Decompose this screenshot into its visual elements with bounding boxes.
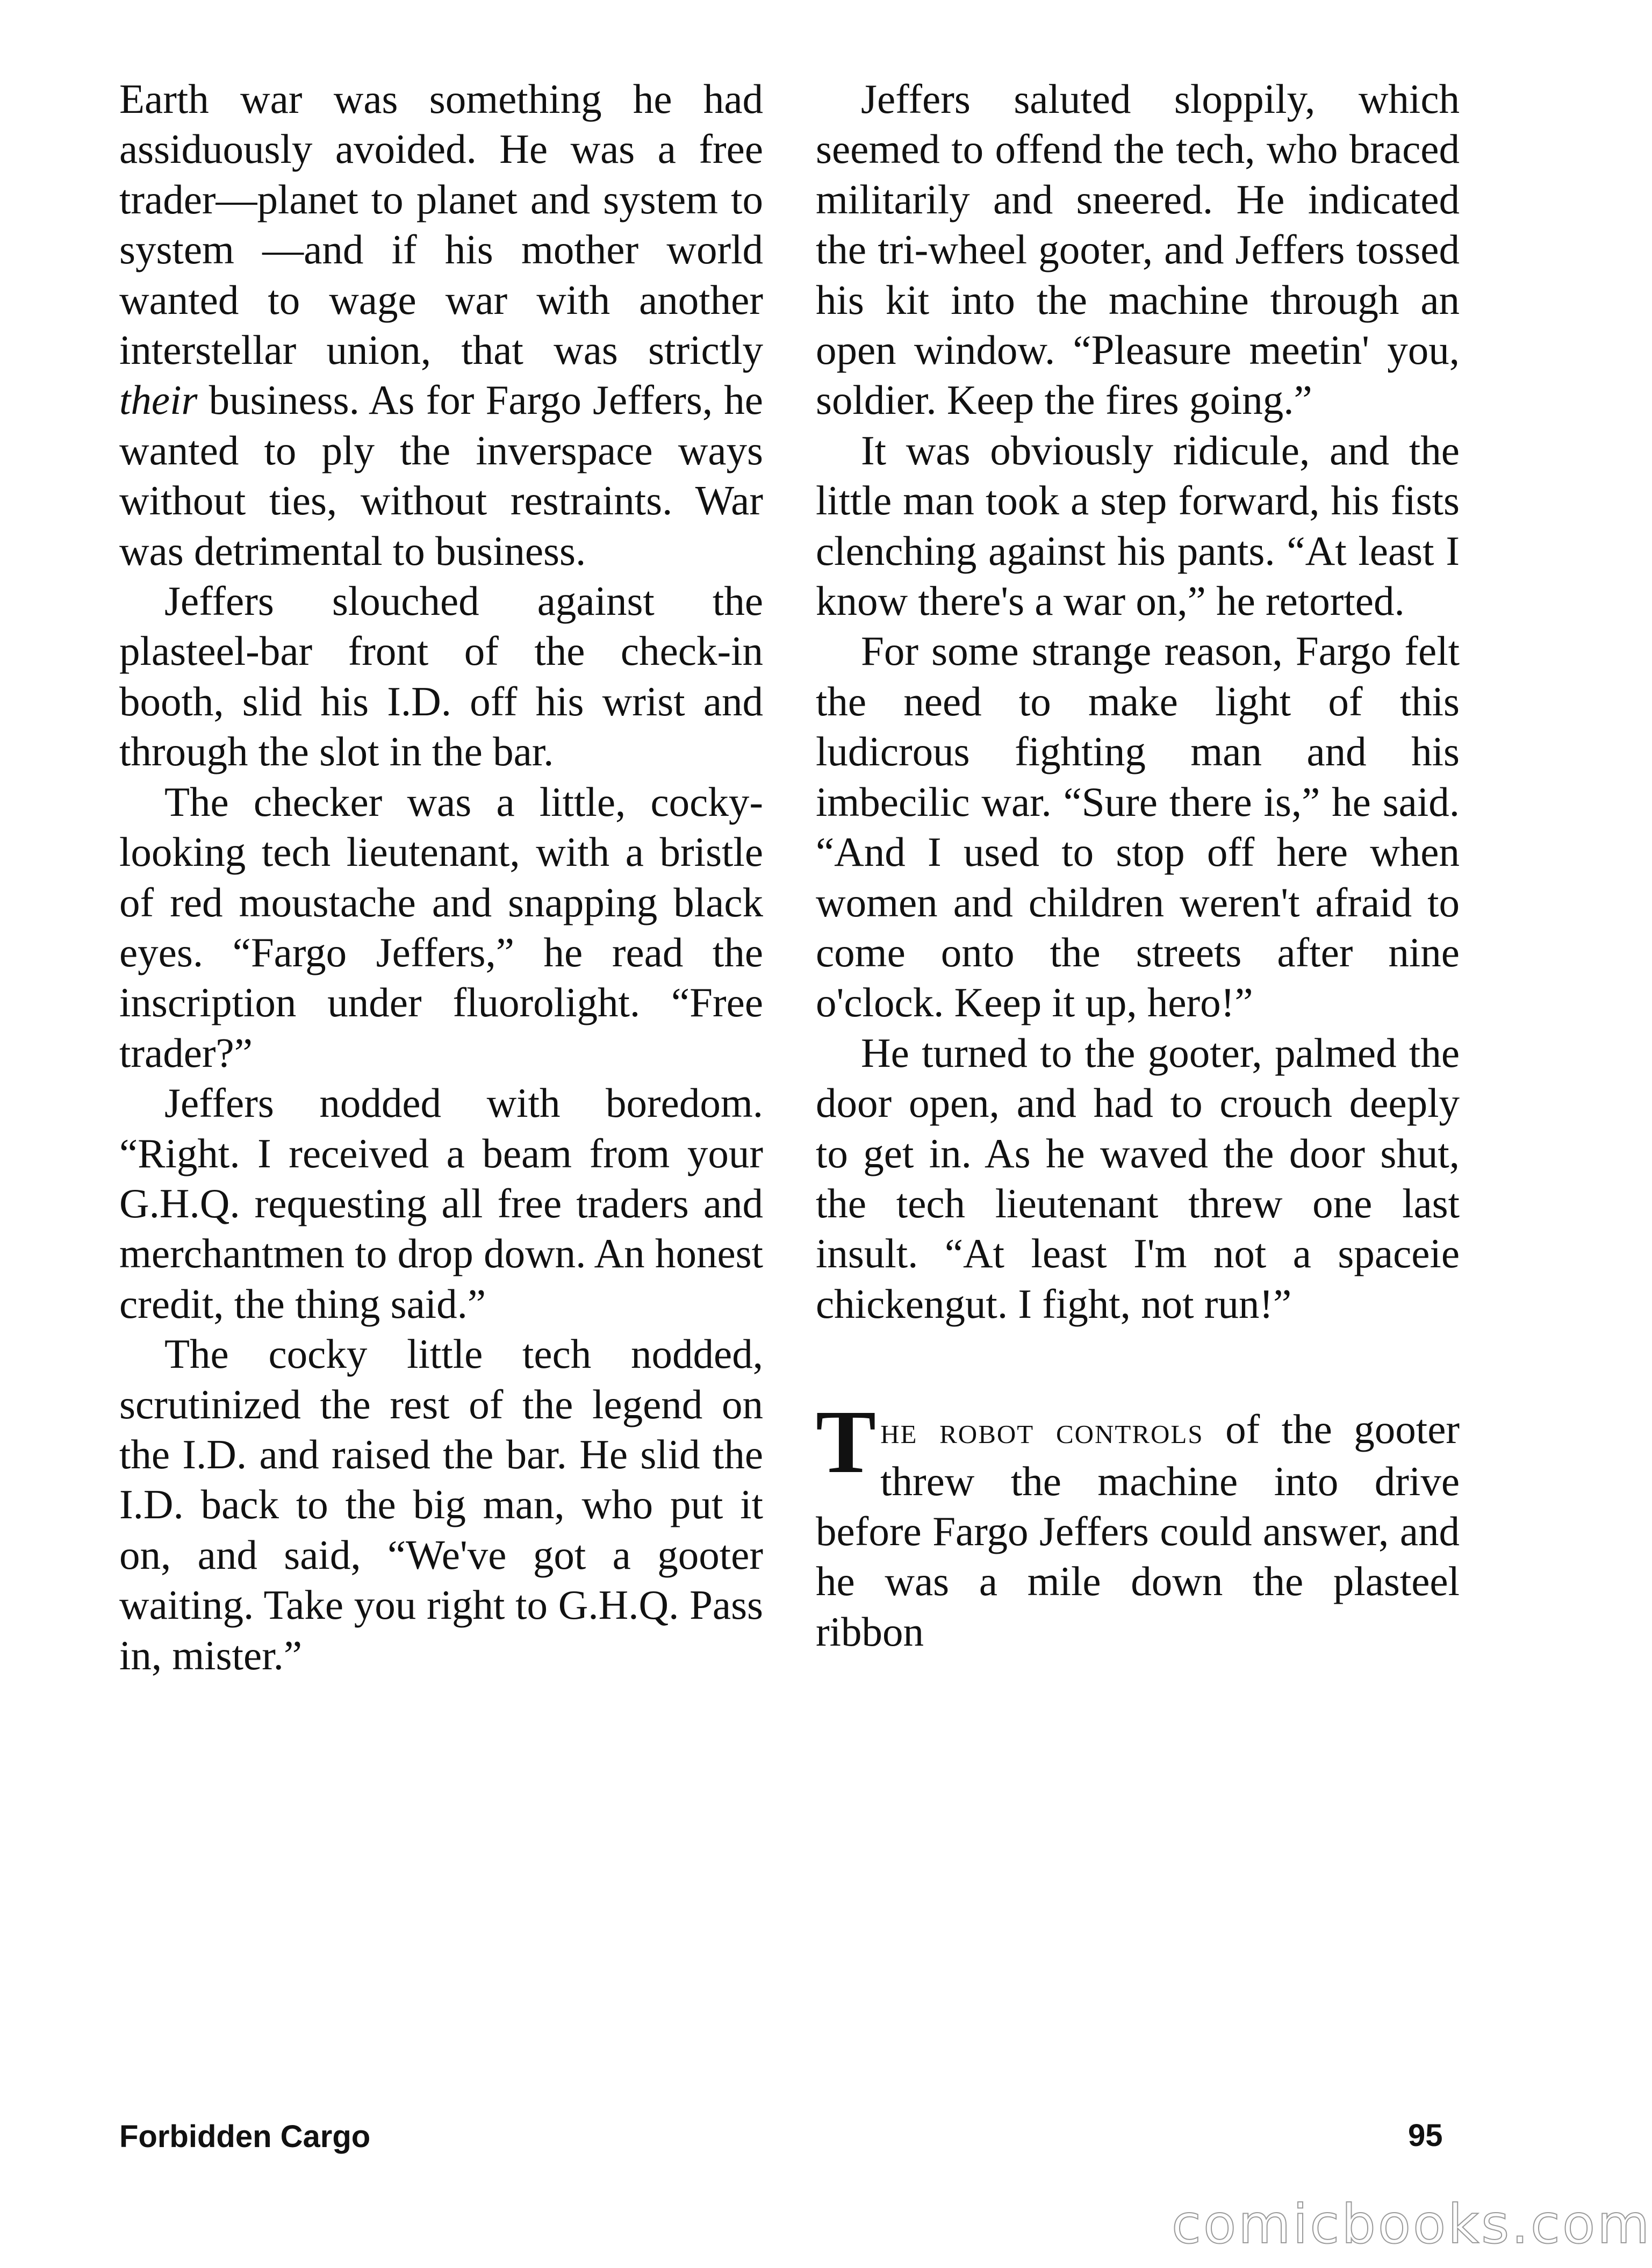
paragraph: It was obviously ridicule, and the little man took a step forward, his fists clenching against his pants. “At least I know there's a war on,” he retorted.: [816, 427, 1460, 625]
paragraph: The cocky little tech nodded, scrutinized the rest of the legend on the I.D. and raised the bar. He slid the I.D. back to the big man, who put it on, and said, “We've got a gooter waiting. Take you right to G.H.Q. Pass in, mister.”: [119, 1331, 763, 1678]
small-caps-lead: he robot controls: [880, 1410, 1204, 1452]
paragraph: The checker was a little, cocky-looking tech lieutenant, with a bristle of red moustache and snapping black eyes. “Fargo Jeffers,” he read the inscription under fluorolight. “Free trader?”: [119, 778, 763, 1076]
paragraph: For some strange reason, Fargo felt the need to make light of this ludicrous fighting man and his imbecilic war. “Sure there is,” he said. “And I used to stop off here when women and children weren't afraid to come onto the streets after nine o'clock. Keep it up, hero!”: [816, 628, 1460, 1026]
paragraph: Earth war was something he had assiduously avoided. He was a free trader—planet to planet and system to system —and if his mother world wanted to wage war with another interstellar union, that was strictly their business. As for Fargo Jeffers, he wanted to ply the inverspace ways without ties, without restraints. War was detrimental to business.: [119, 76, 763, 574]
paragraph: Jeffers saluted sloppily, which seemed to offend the tech, who braced militarily and sneered. He indicated the tri-wheel gooter, and Jeffers tossed his kit into the machine through an open window. “Pleasure meetin' you, soldier. Keep the fires going.”: [816, 76, 1460, 424]
left-column: [119, 74, 763, 1681]
right-column: [816, 74, 1460, 1657]
page-number: 95: [1408, 2118, 1443, 2153]
drop-cap: T: [816, 1392, 877, 1492]
paragraph: He turned to the gooter, palmed the door open, and had to crouch deeply to get in. As he waved the door shut, the tech lieutenant threw one last insult. “At least I'm not a spaceie chickengut. I fight, not run!”: [816, 1029, 1460, 1327]
section-opening-paragraph: The robot controls of the gooter threw the machine into drive before Fargo Jeffers could answer, and he was a mile down the plasteel ribbon: [816, 1392, 1460, 1655]
italic-word: their: [119, 377, 198, 424]
paragraph: Jeffers slouched against the plasteel-bar front of the check-in booth, slid his I.D. off his wrist and through the slot in the bar.: [119, 578, 763, 775]
watermark: comicbooks.com: [1172, 2193, 1652, 2256]
paragraph: Jeffers nodded with boredom. “Right. I received a beam from your G.H.Q. requesting all free traders and merchantmen to drop down. An honest credit, the thing said.”: [119, 1080, 763, 1327]
footer-title: Forbidden Cargo: [119, 2119, 371, 2154]
